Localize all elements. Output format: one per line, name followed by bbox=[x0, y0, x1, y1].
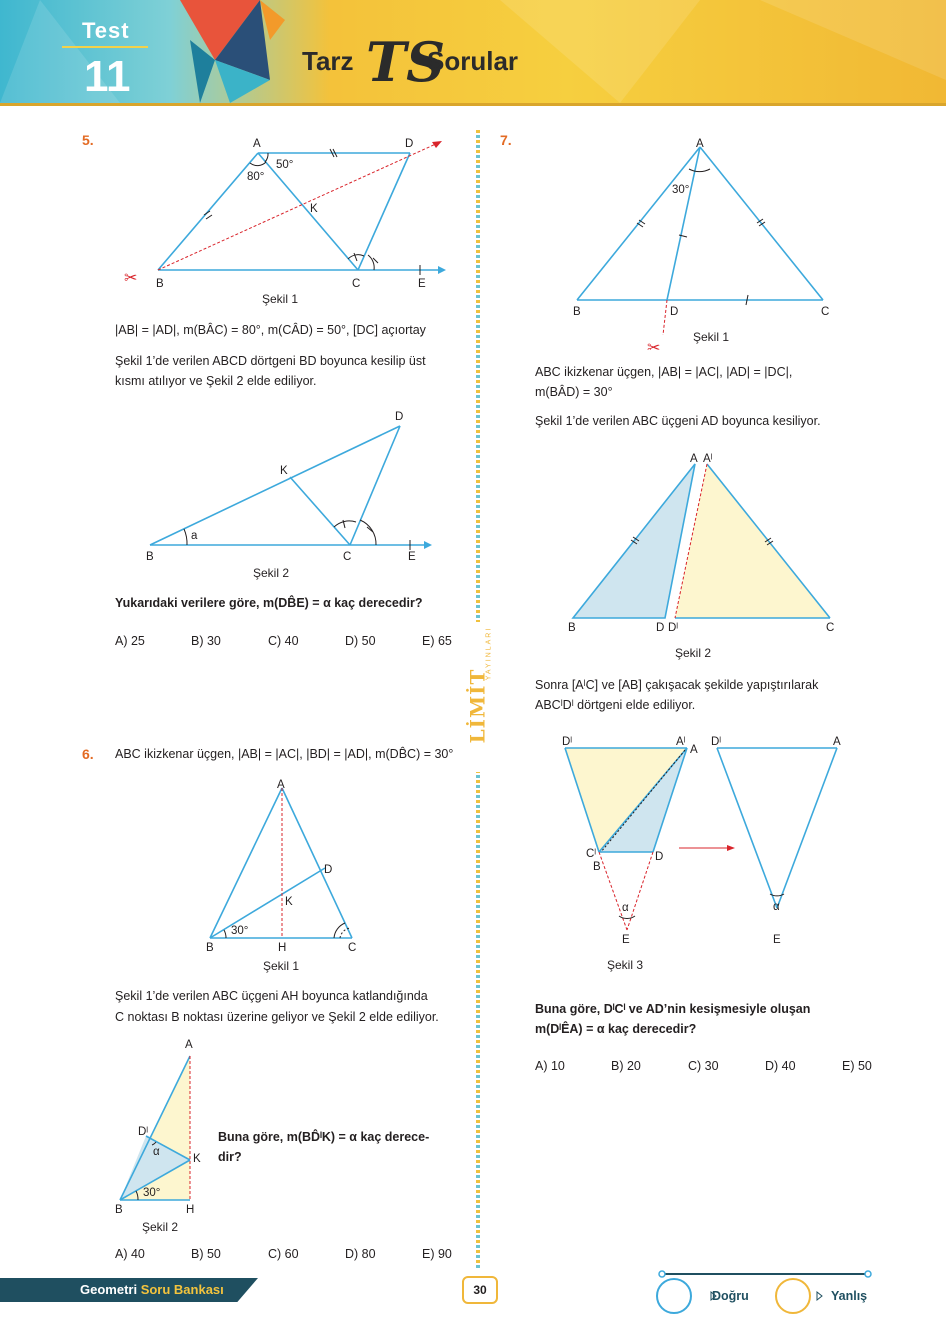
brand-logo: TS bbox=[366, 30, 446, 94]
q7-text-line-1: Şekil 1’de verilen ABC üçgeni AD boyunca kesiliyor. bbox=[535, 414, 821, 428]
q7-f1-caption: Şekil 1 bbox=[693, 330, 730, 344]
q5-f2-label-E: E bbox=[408, 551, 416, 563]
q7-given-line-1: ABC ikizkenar üçgen, |AB| = |AC|, |AD| = |DC|, bbox=[535, 365, 793, 379]
q7-f2-label-A-prime: Aˡ bbox=[703, 453, 713, 465]
svg-text:✂: ✂ bbox=[647, 340, 661, 350]
q6-question-line-1: Buna göre, m(BD̂ˡK) = α kaç derece- bbox=[218, 1130, 430, 1144]
q5-f1-label-K: K bbox=[310, 203, 318, 215]
q6-f1-label-A: A bbox=[277, 779, 285, 791]
q5-f2-label-D: D bbox=[395, 411, 404, 423]
q7-f3-label-D: D bbox=[655, 851, 664, 863]
q7-figure-3 bbox=[555, 740, 855, 940]
q7-question-line-1: Buna göre, DˡCˡ ve AD’nin kesişmesiyle oluşan bbox=[535, 1002, 811, 1016]
q6-f2-angle-30: 30° bbox=[143, 1187, 161, 1199]
q7-f2-label-D: D bbox=[656, 622, 665, 634]
q5-f1-angle-80: 80° bbox=[247, 171, 265, 183]
q5-f1-label-A: A bbox=[253, 138, 261, 150]
q6-f1-angle-30: 30° bbox=[231, 925, 249, 937]
q5-f2-caption: Şekil 2 bbox=[253, 566, 290, 580]
q5-f2-label-C: C bbox=[343, 551, 352, 563]
q7-f1-angle-30: 30° bbox=[672, 184, 690, 196]
q5-f1-label-E: E bbox=[418, 278, 426, 290]
footer-title-b: Soru Bankası bbox=[140, 1282, 224, 1297]
q5-f2-label-B: B bbox=[146, 551, 154, 563]
publisher-sub: YAYINLARI bbox=[485, 626, 493, 681]
q7-figure-1 bbox=[565, 135, 835, 350]
q5-option-b[interactable]: B) 30 bbox=[191, 634, 221, 648]
wrong-label: Yanlış bbox=[831, 1289, 868, 1303]
brand-left: Tarz bbox=[302, 46, 354, 76]
q6-option-b[interactable]: B) 50 bbox=[191, 1247, 221, 1261]
q7-f3-caption: Şekil 3 bbox=[607, 958, 644, 972]
test-label: Test bbox=[82, 18, 130, 43]
q7-f3-label-B: B bbox=[593, 861, 601, 873]
q7-f3-label-E: E bbox=[622, 934, 630, 946]
q7-f3-alpha: α bbox=[622, 902, 629, 914]
q6-figure-1 bbox=[200, 780, 370, 945]
q6-f2-label-H: H bbox=[186, 1204, 195, 1216]
q7-f3-label-D-prime: Dˡ bbox=[562, 736, 573, 748]
q7-f1-label-C: C bbox=[821, 306, 830, 318]
q5-f2-label-a: a bbox=[191, 530, 198, 542]
q5-option-e[interactable]: E) 65 bbox=[422, 634, 452, 648]
q6-figure-2 bbox=[112, 1050, 202, 1210]
q6-given: ABC ikizkenar üçgen, |AB| = |AC|, |BD| = |AD|, m(DB̂C) = 30° bbox=[115, 747, 454, 761]
q7-f1-label-B: B bbox=[573, 306, 581, 318]
q7-given-line-2: m(BÂD) = 30° bbox=[535, 385, 613, 399]
q7-f2-label-D-prime: Dˡ bbox=[668, 622, 679, 634]
question-5-number: 5. bbox=[82, 132, 94, 148]
q6-question-line-2: dir? bbox=[218, 1150, 242, 1164]
q7-option-e[interactable]: E) 50 bbox=[842, 1059, 872, 1073]
q7-f2-label-C: C bbox=[826, 622, 835, 634]
q7-f1-label-D: D bbox=[670, 306, 679, 318]
q7-option-b[interactable]: B) 20 bbox=[611, 1059, 641, 1073]
header-border bbox=[0, 103, 946, 106]
q5-f1-label-D: D bbox=[405, 138, 414, 150]
q7-f3b-label-E: E bbox=[773, 934, 781, 946]
svg-text:✂: ✂ bbox=[124, 270, 138, 287]
q7-option-c[interactable]: C) 30 bbox=[688, 1059, 719, 1073]
q6-f1-label-K: K bbox=[285, 896, 293, 908]
page-header bbox=[0, 0, 946, 103]
q7-f2-label-B: B bbox=[568, 622, 576, 634]
q6-f2-label-D: Dˡ bbox=[138, 1126, 149, 1138]
brand-right: Sorular bbox=[427, 46, 519, 76]
q7-f3-label-A-prime: Aˡ bbox=[676, 736, 686, 748]
q7-f3b-label-A: A bbox=[833, 736, 841, 748]
q5-text-line-1: Şekil 1’de verilen ABCD dörtgeni BD boyunca kesilip üst bbox=[115, 354, 426, 368]
q7-f3b-alpha: α bbox=[773, 901, 780, 913]
correct-label: Doğru bbox=[712, 1289, 749, 1303]
q6-f1-caption: Şekil 1 bbox=[263, 959, 300, 973]
q5-figure-2 bbox=[140, 420, 440, 555]
q6-f1-label-B: B bbox=[206, 942, 214, 954]
q6-f2-label-A: A bbox=[185, 1039, 193, 1051]
q5-text-line-2: kısmı atılıyor ve Şekil 2 elde ediliyor. bbox=[115, 374, 317, 388]
q5-f1-angle-50: 50° bbox=[276, 159, 294, 171]
q7-f2-label-A: A bbox=[690, 453, 698, 465]
q6-option-d[interactable]: D) 80 bbox=[345, 1247, 376, 1261]
question-6-number: 6. bbox=[82, 746, 94, 762]
q6-f2-alpha: α bbox=[153, 1146, 160, 1158]
q6-f2-label-K: K bbox=[193, 1153, 201, 1165]
q5-f1-label-B: B bbox=[156, 278, 164, 290]
q7-figure-2 bbox=[565, 460, 840, 625]
question-7-number: 7. bbox=[500, 132, 512, 148]
footer-title bbox=[80, 1282, 224, 1297]
q7-f1-label-A: A bbox=[696, 138, 704, 150]
q5-f1-label-C: C bbox=[352, 278, 361, 290]
q7-option-a[interactable]: A) 10 bbox=[535, 1059, 565, 1073]
test-number: 11 bbox=[84, 52, 131, 101]
q6-f1-label-H: H bbox=[278, 942, 287, 954]
q7-f3-label-A: A bbox=[690, 744, 698, 756]
q7-f3-label-C-prime: Cˡ bbox=[586, 848, 597, 860]
q5-option-c[interactable]: C) 40 bbox=[268, 634, 299, 648]
q5-given: |AB| = |AD|, m(BÂC) = 80°, m(CÂD) = 50°, [DC] açıortay bbox=[115, 323, 426, 337]
q6-option-c[interactable]: C) 60 bbox=[268, 1247, 299, 1261]
q5-option-d[interactable]: D) 50 bbox=[345, 634, 376, 648]
q6-f2-caption: Şekil 2 bbox=[142, 1220, 179, 1234]
q6-option-a[interactable]: A) 40 bbox=[115, 1247, 145, 1261]
q6-text-line-1: Şekil 1’de verilen ABC üçgeni AH boyunca katlandığında bbox=[115, 989, 428, 1003]
q7-question-line-2: m(DˡÊA) = α kaç derecedir? bbox=[535, 1022, 697, 1036]
q7-text-line-2: Sonra [AˡC] ve [AB] çakışacak şekilde yapıştırılarak bbox=[535, 678, 819, 692]
q6-text-line-2: C noktası B noktası üzerine geliyor ve Şekil 2 elde ediliyor. bbox=[115, 1010, 439, 1024]
q5-question: Yukarıdaki verilere göre, m(DB̂E) = α kaç derecedir? bbox=[115, 596, 423, 610]
q6-f1-label-C: C bbox=[348, 942, 357, 954]
q7-text-line-3: ABCˡDˡ dörtgeni elde ediliyor. bbox=[535, 698, 696, 712]
q6-option-e[interactable]: E) 90 bbox=[422, 1247, 452, 1261]
q7-option-d[interactable]: D) 40 bbox=[765, 1059, 796, 1073]
footer-title-a: Geometri bbox=[80, 1282, 141, 1297]
q6-f2-label-B: B bbox=[115, 1204, 123, 1216]
page-number: 30 bbox=[462, 1276, 498, 1304]
q7-f3b-label-D-prime: Dˡ bbox=[711, 736, 722, 748]
publisher-brand: LİMİT bbox=[465, 668, 490, 744]
q5-option-a[interactable]: A) 25 bbox=[115, 634, 145, 648]
q5-f2-label-K: K bbox=[280, 465, 288, 477]
q5-f1-caption: Şekil 1 bbox=[262, 292, 299, 306]
q6-f1-label-D: D bbox=[324, 864, 333, 876]
q7-f2-caption: Şekil 2 bbox=[675, 646, 712, 660]
